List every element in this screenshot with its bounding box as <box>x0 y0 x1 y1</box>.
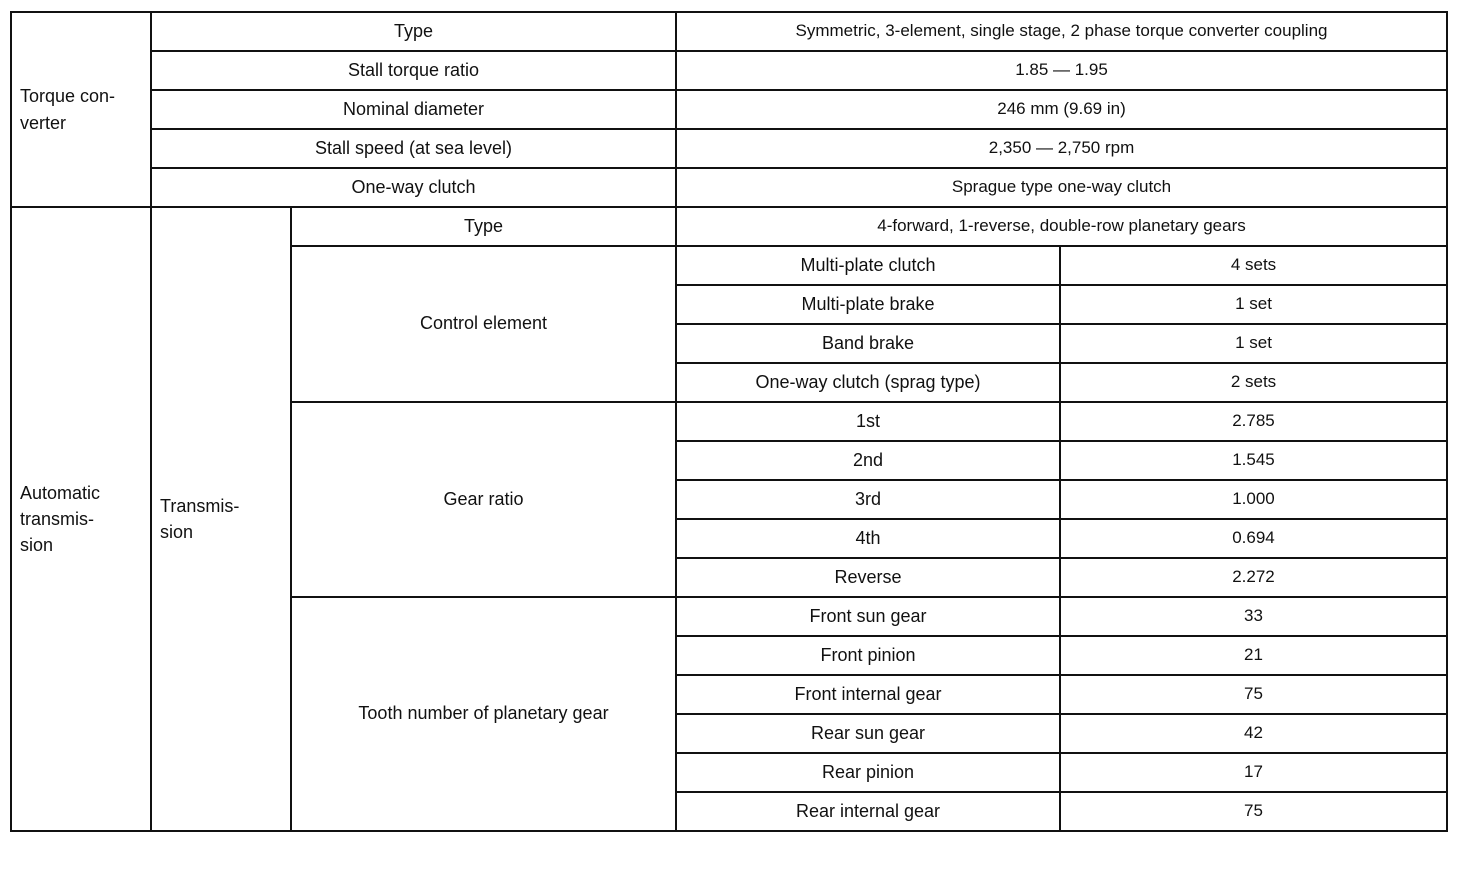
transmission-label: Transmis- sion <box>151 207 291 831</box>
spec-item: 3rd <box>676 480 1060 519</box>
spec-value: 2,350 — 2,750 rpm <box>676 129 1447 168</box>
spec-value: 33 <box>1060 597 1447 636</box>
control-element-label: Control element <box>291 246 676 402</box>
spec-item: Type <box>151 12 676 51</box>
spec-item: Multi-plate clutch <box>676 246 1060 285</box>
spec-value: 1 set <box>1060 324 1447 363</box>
spec-value: 42 <box>1060 714 1447 753</box>
table-row <box>11 129 1447 168</box>
automatic-transmission-label: Automatic transmis- sion <box>11 207 151 831</box>
spec-value: 1.545 <box>1060 441 1447 480</box>
spec-value: 17 <box>1060 753 1447 792</box>
spec-value: 2.272 <box>1060 558 1447 597</box>
spec-item: Rear internal gear <box>676 792 1060 831</box>
spec-item: Front internal gear <box>676 675 1060 714</box>
spec-item: Multi-plate brake <box>676 285 1060 324</box>
spec-value: 4-forward, 1-reverse, double-row planetary gears <box>676 207 1447 246</box>
spec-value: 1.000 <box>1060 480 1447 519</box>
spec-item: Band brake <box>676 324 1060 363</box>
spec-item: Front sun gear <box>676 597 1060 636</box>
table-row <box>11 207 1447 246</box>
spec-value: 0.694 <box>1060 519 1447 558</box>
spec-value: 2.785 <box>1060 402 1447 441</box>
spec-value: 2 sets <box>1060 363 1447 402</box>
spec-value: 1.85 — 1.95 <box>676 51 1447 90</box>
spec-item: One-way clutch <box>151 168 676 207</box>
spec-item: Stall torque ratio <box>151 51 676 90</box>
table-row <box>11 12 1447 51</box>
spec-item: 4th <box>676 519 1060 558</box>
spec-item: One-way clutch (sprag type) <box>676 363 1060 402</box>
spec-value: 75 <box>1060 792 1447 831</box>
spec-value: 1 set <box>1060 285 1447 324</box>
torque-converter-label: Torque con- verter <box>11 12 151 207</box>
spec-item: Type <box>291 207 676 246</box>
spec-item: Rear sun gear <box>676 714 1060 753</box>
spec-item: 1st <box>676 402 1060 441</box>
spec-item: Front pinion <box>676 636 1060 675</box>
spec-value: 21 <box>1060 636 1447 675</box>
specification-table <box>10 11 1448 832</box>
spec-item: Stall speed (at sea level) <box>151 129 676 168</box>
table-row <box>11 90 1447 129</box>
spec-value: 75 <box>1060 675 1447 714</box>
spec-item: Nominal diameter <box>151 90 676 129</box>
spec-item: Rear pinion <box>676 753 1060 792</box>
gear-ratio-label: Gear ratio <box>291 402 676 597</box>
spec-item: Reverse <box>676 558 1060 597</box>
spec-item: 2nd <box>676 441 1060 480</box>
table-row <box>11 51 1447 90</box>
table-row <box>11 168 1447 207</box>
tooth-number-label: Tooth number of planetary gear <box>291 597 676 831</box>
spec-value: 246 mm (9.69 in) <box>676 90 1447 129</box>
spec-value: Symmetric, 3-element, single stage, 2 phase torque converter coupling <box>676 12 1447 51</box>
spec-value: 4 sets <box>1060 246 1447 285</box>
spec-value: Sprague type one-way clutch <box>676 168 1447 207</box>
